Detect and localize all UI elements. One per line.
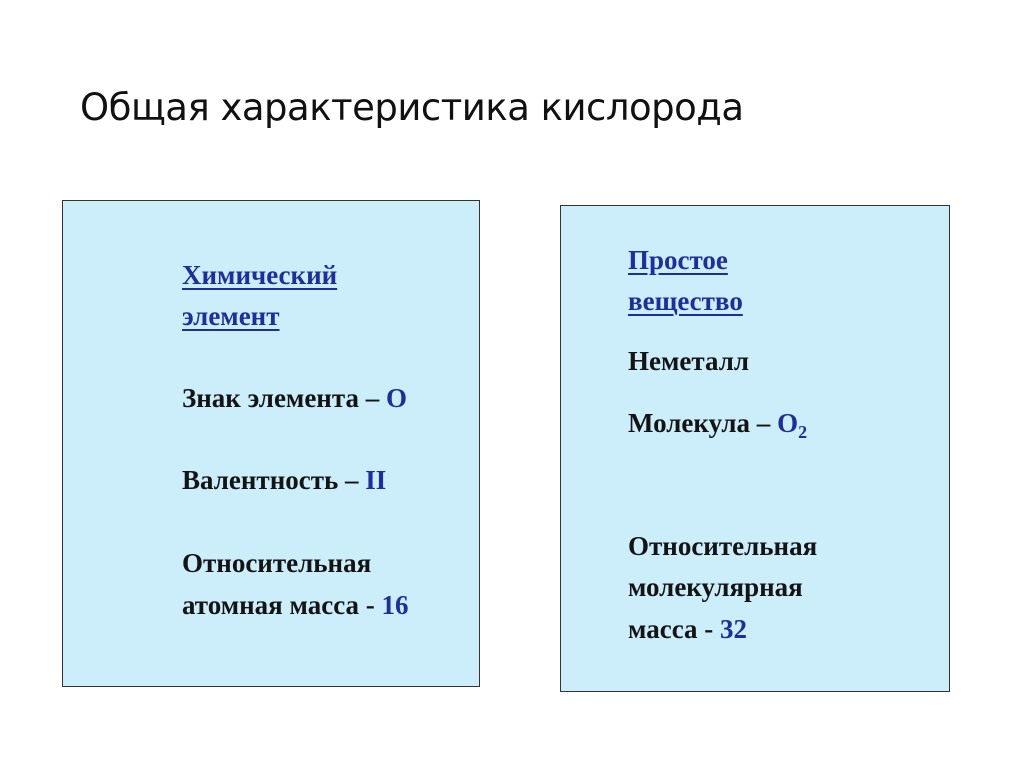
molecular-mass-line2: молекулярная <box>628 572 803 602</box>
valence-label: Валентность – <box>182 465 366 495</box>
chemical-element-card <box>62 200 480 687</box>
molecule-value: О <box>777 408 799 438</box>
molecule-row <box>628 403 807 443</box>
element-symbol-row <box>182 378 407 418</box>
molecule-subscript: 2 <box>798 422 808 442</box>
chemical-element-heading-line1: Химический <box>182 260 338 290</box>
element-symbol-value: О <box>385 383 407 413</box>
molecular-mass-label: масса - <box>628 614 720 644</box>
element-symbol-label: Знак элемента – <box>182 383 386 413</box>
simple-substance-card <box>560 205 950 692</box>
valence-value: II <box>365 465 387 495</box>
valence-row <box>182 460 386 500</box>
atomic-mass-line1: Относительная <box>182 548 372 578</box>
molecular-mass-value: 32 <box>720 614 747 644</box>
substance-type: Неметалл <box>628 346 749 376</box>
simple-substance-heading-line1: Простое <box>628 245 728 275</box>
molecular-mass-line1: Относительная <box>628 531 818 561</box>
molecule-label: Молекула – <box>628 408 778 438</box>
atomic-mass-value: 16 <box>381 590 409 620</box>
simple-substance-heading-line2: вещество <box>628 286 743 316</box>
page-title: Общая характеристика кислорода <box>80 86 744 129</box>
atomic-mass-row <box>182 585 409 625</box>
atomic-mass-label: атомная масса - <box>182 590 382 620</box>
molecular-mass-row <box>628 609 747 649</box>
chemical-element-heading-line2: элемент <box>182 301 280 331</box>
